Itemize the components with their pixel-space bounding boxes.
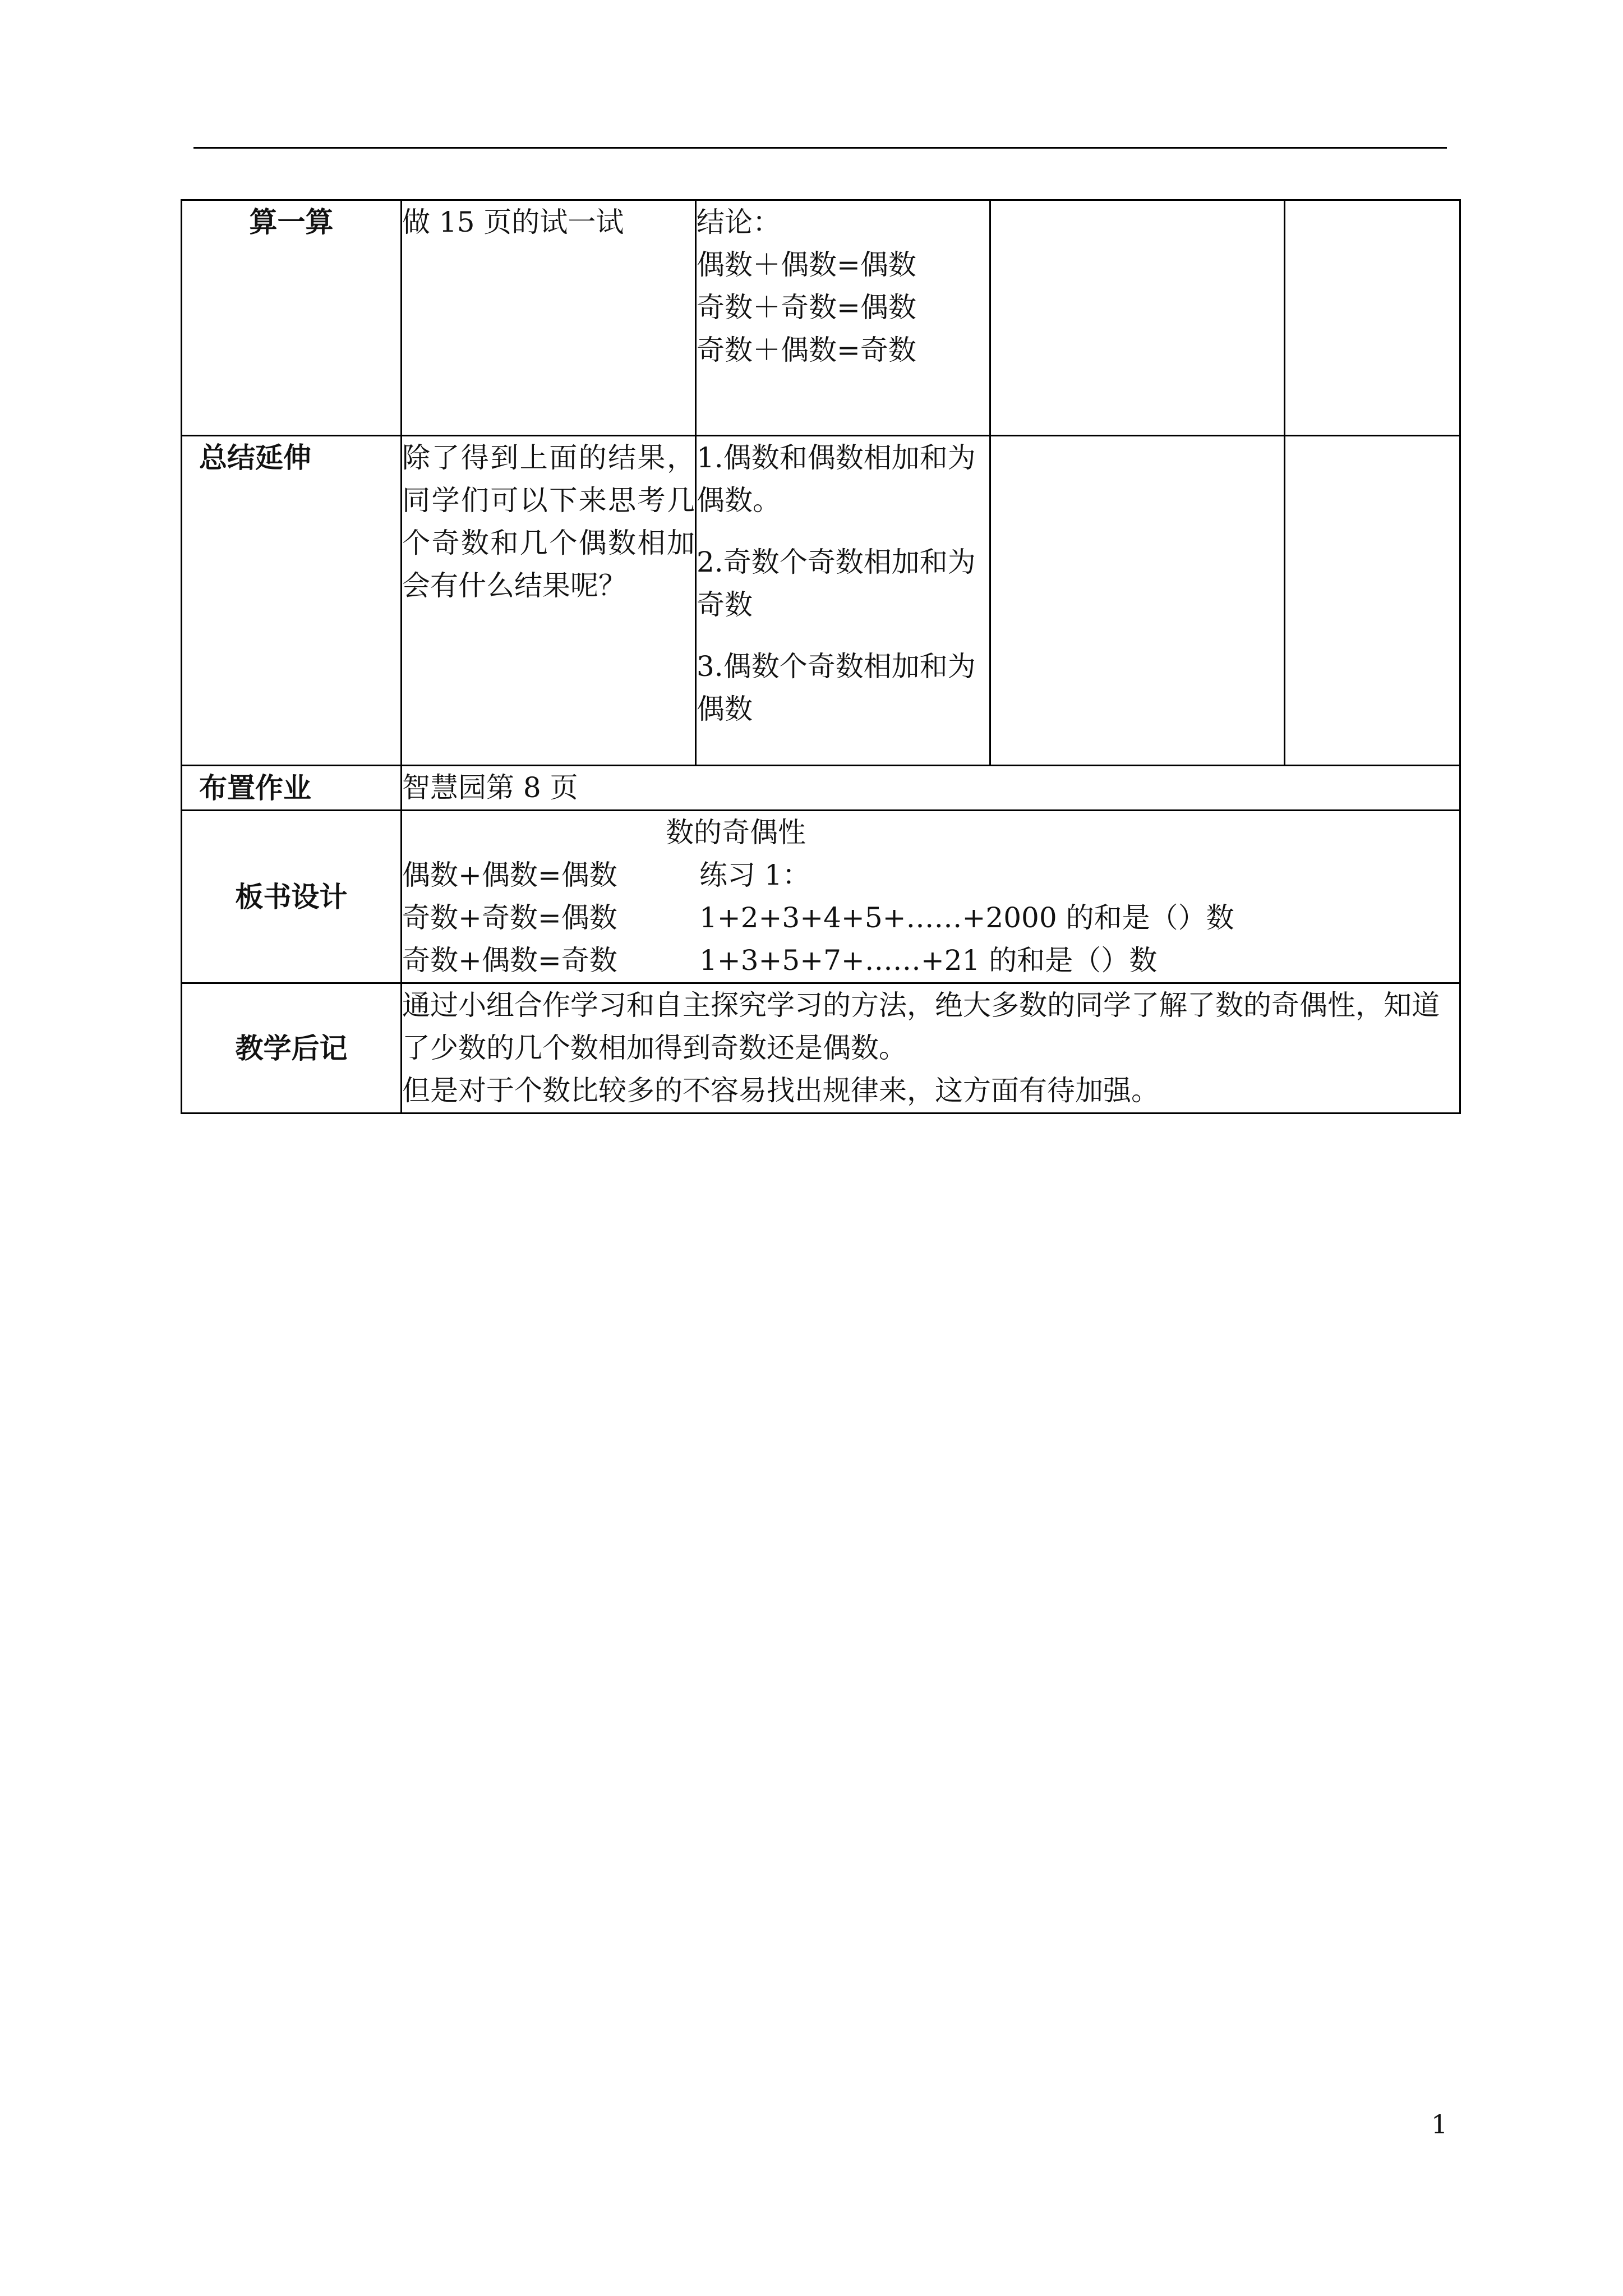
empty-cell	[990, 200, 1285, 436]
summary-items	[696, 436, 990, 766]
table-row-notes	[182, 983, 1460, 1114]
suan-conclusion	[696, 200, 990, 436]
summary-activity	[402, 436, 696, 766]
empty-cell	[1285, 436, 1460, 766]
board-line-right: 练习 1：	[699, 859, 810, 891]
conclusion-line: 偶数＋偶数=偶数	[697, 249, 916, 281]
lesson-plan-table	[181, 199, 1461, 1114]
conclusion-line: 奇数＋奇数=偶数	[697, 291, 916, 324]
table-row-board	[182, 811, 1460, 983]
table-row-summary	[182, 436, 1460, 766]
summary-item: 3.偶数个奇数相加和为偶数	[697, 650, 976, 725]
conclusion-line: 结论：	[697, 206, 781, 238]
board-content	[402, 811, 1460, 983]
label-suan: 算一算	[182, 200, 402, 436]
notes-paragraph: 但是对于个数比较多的不容易找出规律来，这方面有待加强。	[402, 1074, 1159, 1107]
summary-activity-text: 除了得到上面的结果，同学们可以下来思考几个奇数和几个偶数相加会有什么结果呢？	[402, 441, 695, 602]
board-title	[666, 811, 1459, 854]
label-board: 板书设计	[182, 811, 402, 983]
suan-activity	[402, 200, 696, 436]
conclusion-line: 奇数＋偶数=奇数	[697, 334, 916, 366]
label-homework: 布置作业	[182, 766, 402, 811]
summary-item: 1.偶数和偶数相加和为偶数。	[697, 441, 976, 517]
suan-activity-text: 做 15 页的试一试	[402, 206, 624, 238]
summary-item: 2.奇数个奇数相加和为奇数	[697, 546, 976, 621]
board-line-right: 1+3+5+7+……+21 的和是（）数	[699, 944, 1158, 977]
board-line-left: 奇数+奇数=偶数	[402, 901, 617, 934]
board-title-text: 数的奇偶性	[666, 816, 806, 849]
board-line	[402, 896, 1459, 939]
label-notes: 教学后记	[182, 983, 402, 1114]
notes-content	[402, 983, 1460, 1114]
board-line-left: 偶数+偶数=偶数	[402, 859, 617, 891]
label-summary: 总结延伸	[182, 436, 402, 766]
board-line-left: 奇数+偶数=奇数	[402, 944, 617, 977]
board-line	[402, 854, 1459, 896]
page-number: 1	[1431, 2109, 1448, 2139]
board-line-right: 1+2+3+4+5+……+2000 的和是（）数	[699, 901, 1234, 934]
empty-cell	[990, 436, 1285, 766]
board-line	[402, 939, 1459, 982]
table-row-suan	[182, 200, 1460, 436]
homework-text: 智慧园第 8 页	[402, 766, 1460, 811]
table-row-homework	[182, 766, 1460, 811]
header-rule	[193, 147, 1447, 149]
empty-cell	[1285, 200, 1460, 436]
notes-paragraph: 通过小组合作学习和自主探究学习的方法，绝大多数的同学了解了数的奇偶性，知道了少数的几个数相加得到奇数还是偶数。	[402, 989, 1440, 1064]
